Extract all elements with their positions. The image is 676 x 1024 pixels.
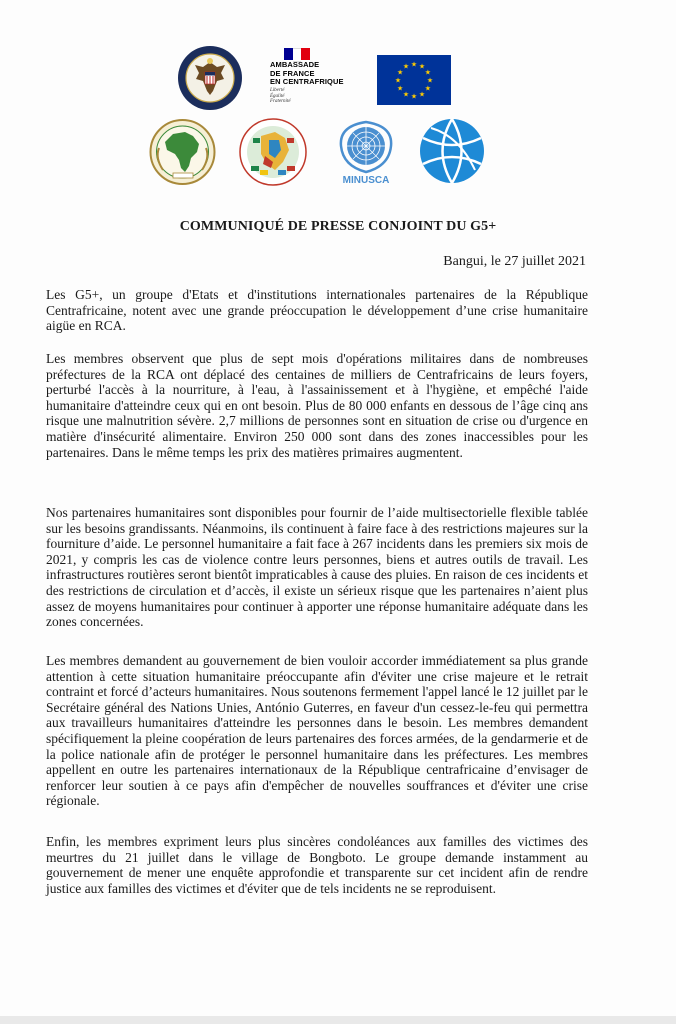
eu-star-icon: ★ [397, 84, 404, 93]
document-title: COMMUNIQUÉ DE PRESSE CONJOINT DU G5+ [179, 219, 497, 234]
eu-star-icon: ★ [424, 68, 431, 77]
eu-star-icon: ★ [424, 84, 431, 93]
paragraph-requests: Les membres demandent au gouvernement de bien vouloir accorder immédiatement sa plus grande attention à cette situation humanitaire préoccupante afin d'éviter une crise majeure et le retrait contraint et forcé d’acteurs humanitaires. Nous soutenons fermement l'appel lancé le 12 juillet par le Secrétaire général des Nations Unies, António Guterres, en faveur d'un cessez-le-feu qui permettra aux travailleurs humanitaires d'atteindre les personnes dans le besoin. Les membres demandent spécifiquement la pleine coopération de leurs partenaires des forces armées, de la gendarmerie et de la police nationale afin de protéger le personnel humanitaire dans les préfectures. Les membres appellent en outre les partenaires internationaux de la République centrafricaine d’envisager de renforcer leur soutien à ce pays afin d'empêcher de nouvelles souffrances et d'éviter une crise régionale. [46, 653, 588, 809]
paragraph-intro: Les G5+, un groupe d'Etats et d'institutions internationales partenaires de la République Centrafricaine, notent avec une grande préoccupation le développement d’une crise humanitaire aigüe en RCA. [46, 287, 588, 334]
african-union-logo [145, 118, 220, 186]
minusca-label: MINUSCA [342, 175, 390, 186]
ambassade-de-france-logo [270, 48, 370, 108]
minusca-un-logo [333, 118, 399, 188]
eu-star-icon: ★ [394, 76, 402, 85]
eu-star-icon: ★ [418, 90, 426, 99]
paragraph-partners: Nos partenaires humanitaires sont disponibles pour fournir de l’aide multisectorielle flexible tablée sur les besoins grandissants. Néanmoins, ils continuent à faire face à des restrictions majeures sur la fourniture d’aide. Le personnel humanitaire a fait face à 267 incidents dans les premiers six mois de 2021, y compris les cas de violence contre leurs personnes, biens et autres outils de travail. Les infrastructures routières seront bientôt impraticables à cause des pluies. En raison de ces incidents et des restrictions de circulation et d’accès, il existe un sérieux risque que les partenaires n’aient plus assez de moyens humanitaires pour continuer à apporter une réponse humanitaire adéquate dans les zones concernées. [46, 505, 588, 630]
eu-star-icon: ★ [402, 62, 410, 71]
document-date: Bangui, le 27 juillet 2021 [443, 254, 586, 269]
world-bank-logo [419, 118, 485, 184]
eu-star-icon: ★ [410, 60, 418, 69]
embassy-name: AMBASSADE DE FRANCE EN CENTRAFRIQUE [270, 60, 344, 86]
paragraph-condolences: Enfin, les membres expriment leurs plus sincères condoléances aux familles des victimes des meurtres du 21 juillet dans le village de Bongboto. Le groupe demande instamment au gouvernement de mener une enquête approfondie et transparente sur cet incident afin de rendre justice aux familles des victimes et d'éviter que de tels incidents ne se reproduisent. [46, 834, 588, 896]
eu-star-icon: ★ [418, 62, 426, 71]
us-department-of-state-seal-logo [177, 45, 243, 111]
eu-star-icon: ★ [397, 68, 404, 77]
french-flag-icon [284, 48, 310, 60]
ceeac-eccas-logo [239, 118, 307, 186]
eu-star-icon: ★ [410, 92, 418, 101]
eu-star-icon: ★ [426, 76, 434, 85]
page-bottom-edge [0, 1016, 676, 1024]
paragraph-observations: Les membres observent que plus de sept mois d'opérations militaires dans de nombreuses préfectures de la RCA ont déplacé des centaines de milliers de Centrafricains de leurs foyers, perturbé l'accès à la nourriture, à l'eau, à l'assainissement et à l'hygiène, et empêché l'aide humanitaire d'atteindre ceux qui en ont besoin. Plus de 80 000 enfants en dessous de l’âge cinq ans risque une malnutrition sévère. 2,7 millions de personnes sont en situation de crise ou d'urgence en matière d'insécurité alimentaire. Environ 250 000 sont dans des zones inaccessibles pour les partenaires. Dans le même temps les prix des matières primaires augmentent. [46, 351, 588, 460]
european-union-flag-logo [377, 55, 451, 105]
republic-motto: Liberté Égalité Fraternité [270, 88, 291, 104]
eu-star-icon: ★ [402, 90, 410, 99]
